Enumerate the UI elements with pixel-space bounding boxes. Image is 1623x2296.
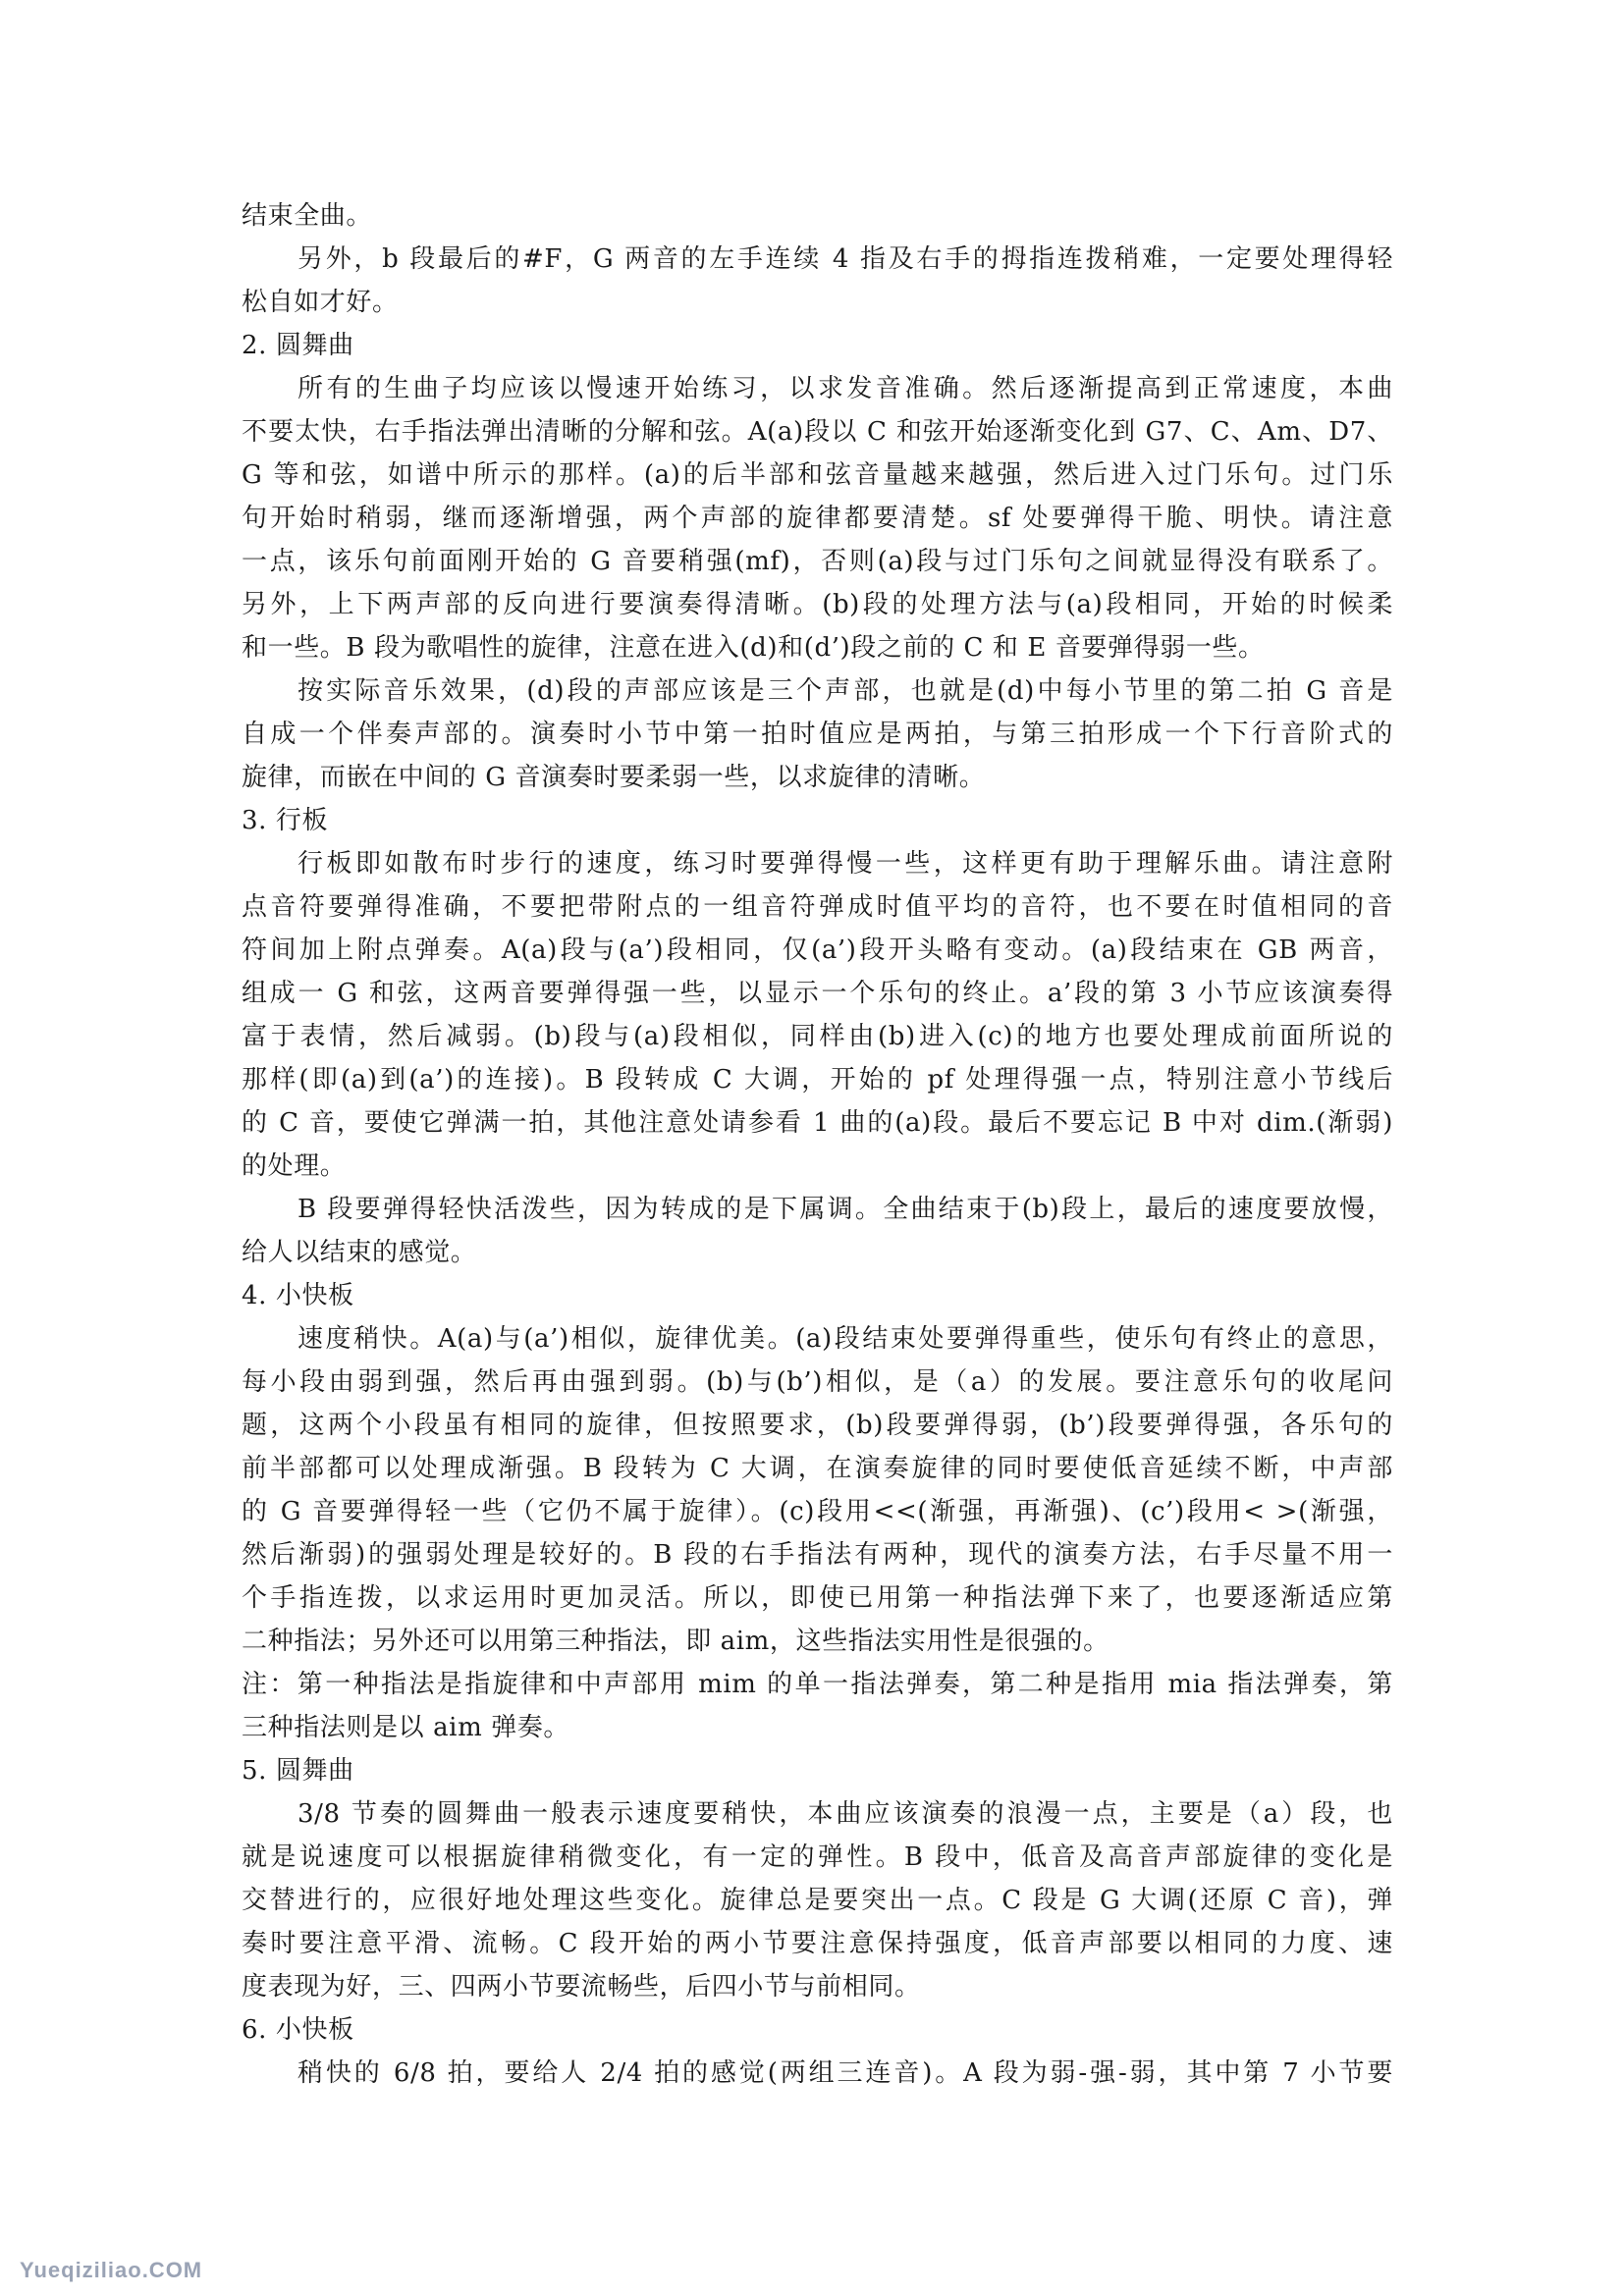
section-heading: 3. 行板 xyxy=(242,806,329,835)
text-line: 行板即如散布时步行的速度，练习时要弹得慢一些，这样更有助于理解乐曲。请注意附 xyxy=(298,849,1393,879)
text-line: 按实际音乐效果，(d)段的声部应该是三个声部，也就是(d)中每小节里的第二拍 G 音是 xyxy=(298,676,1393,706)
text-line: 二种指法；另外还可以用第三种指法，即 aim，这些指法实用性是很强的。 xyxy=(242,1627,1109,1656)
text-line: 松自如才好。 xyxy=(242,288,399,317)
text-line: 不要太快，右手指法弹出清晰的分解和弦。A(a)段以 C 和弦开始逐渐变化到 G7、C、Am、D7、 xyxy=(242,417,1393,447)
section-heading: 4. 小快板 xyxy=(242,1281,354,1310)
text-line: 3/8 节奏的圆舞曲一般表示速度要稍快，本曲应该演奏的浪漫一点，主要是（a）段，也 xyxy=(298,1799,1393,1829)
section-heading: 6. 小快板 xyxy=(242,2015,354,2045)
section-heading: 2. 圆舞曲 xyxy=(242,331,354,360)
text-line: 注：第一种指法是指旋律和中声部用 mim 的单一指法弹奏，第二种是指用 mia 指法弹奏，第 xyxy=(242,1670,1393,1699)
text-line: 符间加上附点弹奏。A(a)段与(a’)段相同，仅(a’)段开头略有变动。(a)段结束在 GB 两音， xyxy=(242,935,1393,965)
text-line: 的 C 音，要使它弹满一拍，其他注意处请参看 1 曲的(a)段。最后不要忘记 B 中对 dim.(渐弱) xyxy=(242,1108,1393,1138)
text-line: 稍快的 6/8 拍，要给人 2/4 拍的感觉(两组三连音)。A 段为弱-强-弱，其中第 7 小节要 xyxy=(298,2058,1393,2088)
text-line: 句开始时稍弱，继而逐渐增强，两个声部的旋律都要清楚。sf 处要弹得干脆、明快。请注意 xyxy=(242,504,1393,533)
text-line: 那样(即(a)到(a’)的连接)。B 段转成 C 大调，开始的 pf 处理得强一点，特别注意小节线后 xyxy=(242,1065,1393,1095)
text-line: 结束全曲。 xyxy=(242,201,373,231)
text-line: 速度稍快。A(a)与(a’)相似，旋律优美。(a)段结束处要弹得重些，使乐句有终止的意思， xyxy=(298,1324,1393,1354)
text-line: 前半部都可以处理成渐强。B 段转为 C 大调，在演奏旋律的同时要使低音延续不断，中声部 xyxy=(242,1454,1393,1483)
text-line: 的处理。 xyxy=(242,1151,347,1181)
text-line: 就是说速度可以根据旋律稍微变化，有一定的弹性。B 段中，低音及高音声部旋律的变化是 xyxy=(242,1842,1393,1872)
text-line: 富于表情，然后减弱。(b)段与(a)段相似，同样由(b)进入(c)的地方也要处理成前面所说的 xyxy=(242,1022,1393,1051)
text-line: 给人以结束的感觉。 xyxy=(242,1238,477,1267)
text-line: 然后渐弱)的强弱处理是较好的。B 段的右手指法有两种，现代的演奏方法，右手尽量不用一 xyxy=(242,1540,1393,1570)
text-line: 题，这两个小段虽有相同的旋律，但按照要求，(b)段要弹得弱，(b’)段要弹得强，各乐句的 xyxy=(242,1411,1393,1440)
section-heading: 5. 圆舞曲 xyxy=(242,1756,354,1786)
text-line: 每小段由弱到强，然后再由强到弱。(b)与(b’)相似，是（a）的发展。要注意乐句的收尾问 xyxy=(242,1367,1393,1397)
document-body xyxy=(242,194,1393,2095)
site-watermark: Yueqiziliao.COM xyxy=(20,2258,203,2282)
text-line: 点音符要弹得准确，不要把带附点的一组音符弹成时值平均的音符，也不要在时值相同的音 xyxy=(242,892,1393,922)
text-line: 组成一 G 和弦，这两音要弹得强一些，以显示一个乐句的终止。a’段的第 3 小节应该演奏得 xyxy=(242,979,1393,1008)
text-line: G 等和弦，如谱中所示的那样。(a)的后半部和弦音量越来越强，然后进入过门乐句。过门乐 xyxy=(242,460,1393,490)
text-line: 奏时要注意平滑、流畅。C 段开始的两小节要注意保持强度，低音声部要以相同的力度、速 xyxy=(242,1929,1393,1958)
text-line: 和一些。B 段为歌唱性的旋律，注意在进入(d)和(d’)段之前的 C 和 E 音要弹得弱一些。 xyxy=(242,633,1265,663)
text-line: 度表现为好，三、四两小节要流畅些，后四小节与前相同。 xyxy=(242,1972,921,2002)
text-line: B 段要弹得轻快活泼些，因为转成的是下属调。全曲结束于(b)段上，最后的速度要放慢， xyxy=(298,1195,1393,1224)
text-line: 个手指连拨，以求运用时更加灵活。所以，即使已用第一种指法弹下来了，也要逐渐适应第 xyxy=(242,1583,1393,1613)
text-line: 交替进行的，应很好地处理这些变化。旋律总是要突出一点。C 段是 G 大调(还原 C 音)，弹 xyxy=(242,1886,1393,1915)
text-line: 所有的生曲子均应该以慢速开始练习，以求发音准确。然后逐渐提高到正常速度，本曲 xyxy=(298,374,1393,403)
text-line: 的 G 音要弹得轻一些（它仍不属于旋律）。(c)段用<<(渐强，再渐强)、(c’)段用< >(渐强， xyxy=(242,1497,1393,1526)
text-line: 另外，上下两声部的反向进行要演奏得清晰。(b)段的处理方法与(a)段相同，开始的时候柔 xyxy=(242,590,1393,619)
text-line: 另外，b 段最后的#F，G 两音的左手连续 4 指及右手的拇指连拨稍难，一定要处理得轻 xyxy=(298,244,1393,274)
text-line: 自成一个伴奏声部的。演奏时小节中第一拍时值应是两拍，与第三拍形成一个下行音阶式的 xyxy=(242,720,1393,749)
text-line: 一点，该乐句前面刚开始的 G 音要稍强(mf)，否则(a)段与过门乐句之间就显得没有联系了。 xyxy=(242,547,1393,576)
text-line: 三种指法则是以 aim 弹奏。 xyxy=(242,1713,570,1742)
text-line: 旋律，而嵌在中间的 G 音演奏时要柔弱一些，以求旋律的清晰。 xyxy=(242,763,986,792)
